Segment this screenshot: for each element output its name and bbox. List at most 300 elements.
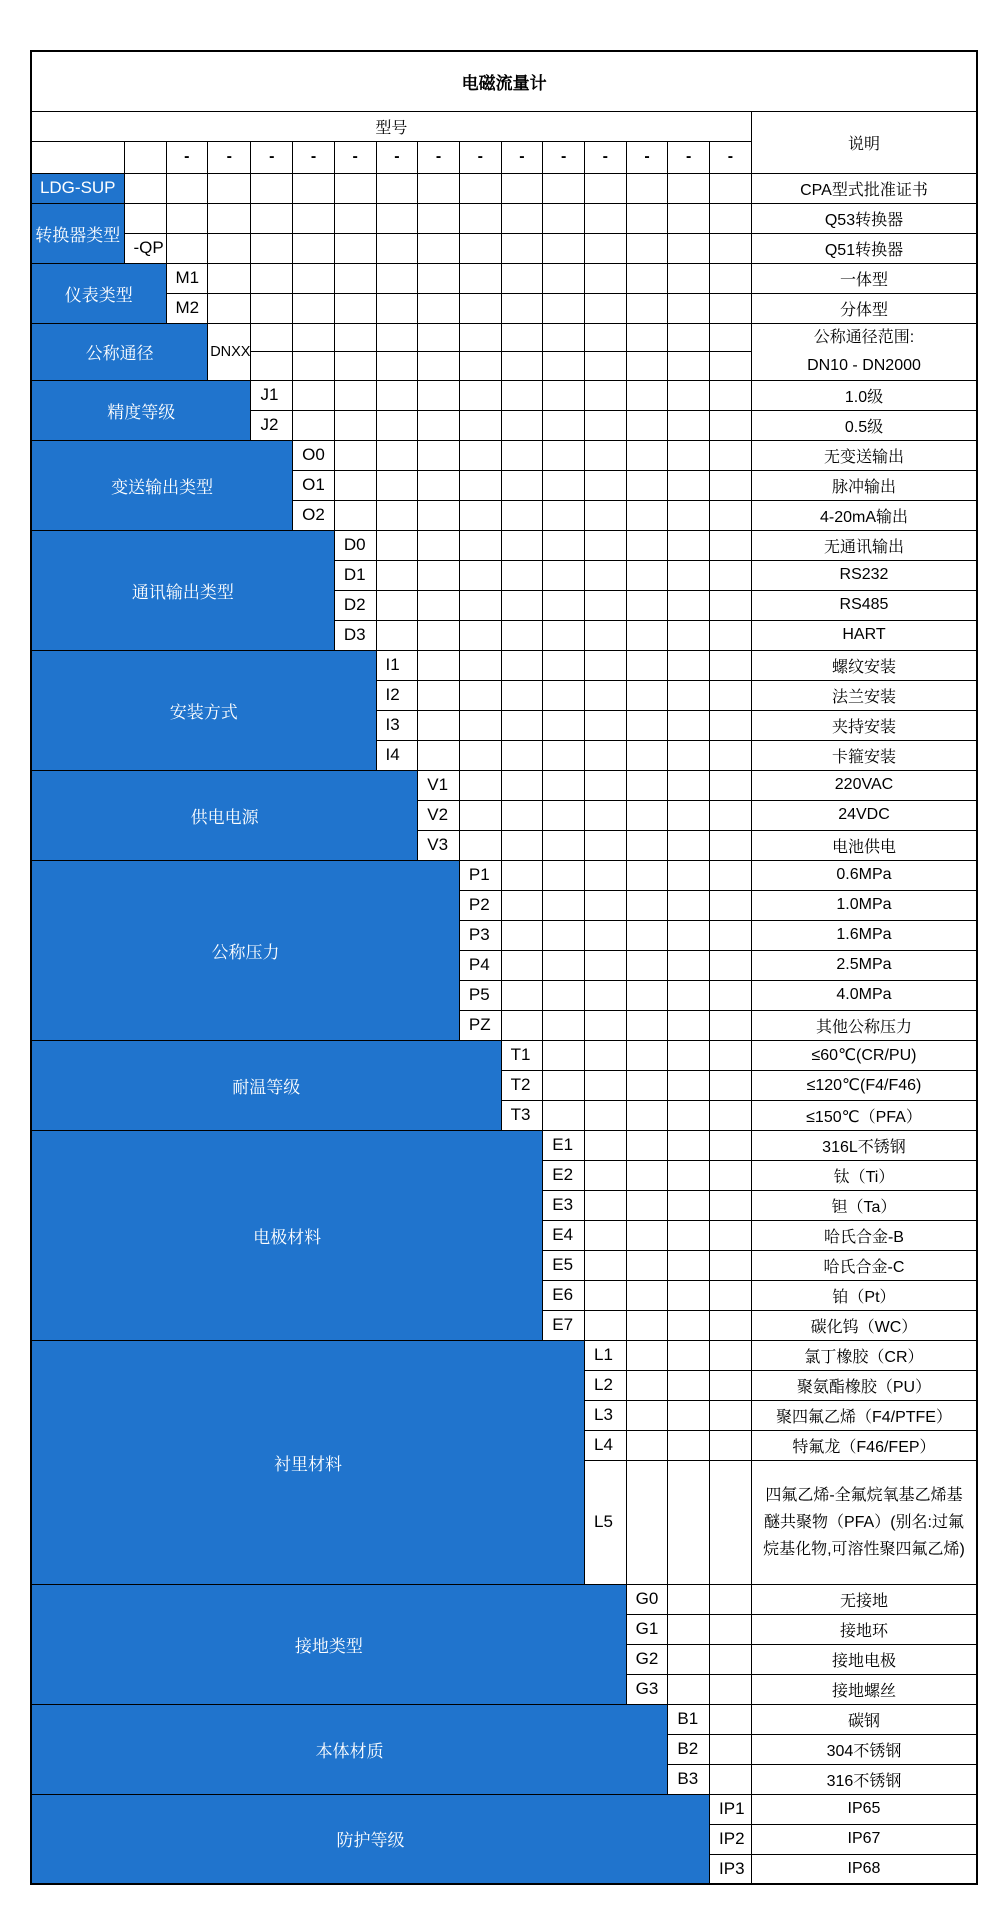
empty-cell [501,470,543,500]
empty-cell [710,800,752,830]
desc-cell: 接地电极 [751,1644,977,1674]
empty-cell [418,380,460,410]
empty-cell [418,530,460,560]
empty-cell [501,173,543,203]
code-cell: L2 [584,1370,626,1400]
empty-cell [334,352,376,381]
empty-cell [668,1250,710,1280]
empty-cell [710,1100,752,1130]
empty-cell [710,1130,752,1160]
dash-cell: - [251,141,293,173]
empty-cell [584,203,626,233]
dash-cell: - [626,141,668,173]
table-row [31,770,977,800]
empty-cell [584,352,626,381]
empty-cell [543,323,585,352]
empty-cell [501,890,543,920]
empty-cell [710,590,752,620]
empty-cell [293,410,335,440]
empty-cell [501,233,543,263]
empty-cell [584,1250,626,1280]
desc-cell: IP68 [751,1854,977,1884]
desc-cell: 316不锈钢 [751,1764,977,1794]
empty-cell [584,263,626,293]
empty-cell [418,620,460,650]
section-label: 精度等级 [31,380,251,440]
empty-cell [668,352,710,381]
desc-cell [751,323,977,380]
code-cell: D1 [334,560,376,590]
empty-cell [543,530,585,560]
empty-cell [418,680,460,710]
empty-cell [459,590,501,620]
empty-cell [543,293,585,323]
description-header: 说明 [751,111,977,173]
empty-cell [668,620,710,650]
empty-cell [626,293,668,323]
code-cell: E5 [543,1250,585,1280]
empty-cell [584,770,626,800]
dash-cell: - [543,141,585,173]
empty-cell [710,352,752,381]
empty-cell [584,1160,626,1190]
empty-cell [626,203,668,233]
desc-cell: 1.0级 [751,380,977,410]
empty-cell [668,1430,710,1460]
empty-cell [501,740,543,770]
code-cell: P2 [459,890,501,920]
empty-cell [710,1370,752,1400]
table-row [31,1040,977,1070]
empty-cell [166,173,208,203]
empty-cell [584,410,626,440]
desc-cell: 无通讯输出 [751,530,977,560]
empty-cell [626,323,668,352]
empty-cell [668,500,710,530]
empty-cell [376,203,418,233]
empty-cell [293,352,335,381]
empty-cell [668,470,710,500]
empty-cell [459,740,501,770]
empty-cell [710,293,752,323]
empty-cell [376,380,418,410]
code-cell: D2 [334,590,376,620]
desc-cell: Q51转换器 [751,233,977,263]
empty-cell [668,440,710,470]
empty-cell [668,1160,710,1190]
empty-cell [501,980,543,1010]
code-cell: O0 [293,440,335,470]
empty-cell [543,203,585,233]
empty-cell [710,950,752,980]
empty-cell [668,173,710,203]
empty-cell [334,470,376,500]
empty-cell [710,1584,752,1614]
empty-cell [501,293,543,323]
empty-cell [418,500,460,530]
empty-cell [459,233,501,263]
code-cell: T1 [501,1040,543,1070]
desc-cell: ≤150℃（PFA） [751,1100,977,1130]
empty-cell [584,530,626,560]
empty-cell [543,173,585,203]
code-cell [124,203,166,233]
empty-cell [584,1130,626,1160]
table-row [31,1340,977,1370]
empty-cell [584,710,626,740]
empty-cell [501,203,543,233]
empty-cell [584,1280,626,1310]
empty-cell [501,920,543,950]
empty-cell [710,680,752,710]
empty-cell [418,323,460,352]
empty-cell [418,440,460,470]
empty-cell [376,470,418,500]
empty-cell [293,203,335,233]
empty-cell [626,352,668,381]
desc-cell: IP65 [751,1794,977,1824]
empty-cell [584,590,626,620]
empty-cell [459,560,501,590]
empty-cell [626,263,668,293]
empty-cell [459,352,501,381]
empty-cell [710,440,752,470]
empty-cell [626,470,668,500]
empty-cell [710,650,752,680]
empty-cell [376,233,418,263]
model-header: 型号 [31,111,751,141]
empty-cell [543,1040,585,1070]
empty-cell [501,650,543,680]
section-label: LDG-SUP [31,173,124,203]
empty-cell [668,1310,710,1340]
desc-cell: 卡箍安装 [751,740,977,770]
empty-cell [710,1704,752,1734]
code-cell: P4 [459,950,501,980]
empty-cell [710,830,752,860]
model-selection-table [30,50,978,1885]
empty-cell [124,141,166,173]
desc-cell: 夹持安装 [751,710,977,740]
empty-cell [668,980,710,1010]
empty-cell [543,1010,585,1040]
empty-cell [668,740,710,770]
desc-cell: 0.5级 [751,410,977,440]
code-cell: P1 [459,860,501,890]
empty-cell [543,380,585,410]
section-label: 本体材质 [31,1704,668,1794]
empty-cell [459,530,501,560]
empty-cell [626,560,668,590]
empty-cell [584,440,626,470]
empty-cell [668,1460,710,1584]
dash-cell: - [710,141,752,173]
empty-cell [584,173,626,203]
code-cell: G0 [626,1584,668,1614]
empty-cell [626,1220,668,1250]
empty-cell [626,980,668,1010]
empty-cell [501,770,543,800]
empty-cell [166,233,208,263]
empty-cell [459,410,501,440]
empty-cell [626,1370,668,1400]
empty-cell [668,410,710,440]
empty-cell [626,1280,668,1310]
empty-cell [626,1190,668,1220]
empty-cell [418,470,460,500]
code-cell: IP1 [710,1794,752,1824]
empty-cell [418,173,460,203]
code-cell: -QP [124,233,166,263]
empty-cell [710,560,752,590]
empty-cell [668,1400,710,1430]
desc-cell: Q53转换器 [751,203,977,233]
empty-cell [334,440,376,470]
empty-cell [543,470,585,500]
table-row [31,1704,977,1734]
empty-cell [710,203,752,233]
code-cell: L1 [584,1340,626,1370]
dash-cell: - [501,141,543,173]
code-cell: E7 [543,1310,585,1340]
desc-cell: 接地螺丝 [751,1674,977,1704]
section-label: 接地类型 [31,1584,626,1704]
empty-cell [710,1010,752,1040]
empty-cell [501,800,543,830]
desc-cell: ≤60℃(CR/PU) [751,1040,977,1070]
empty-cell [584,1310,626,1340]
empty-cell [459,440,501,470]
empty-cell [418,203,460,233]
empty-cell [710,233,752,263]
empty-cell [334,293,376,323]
dash-cell: - [418,141,460,173]
empty-cell [459,380,501,410]
empty-cell [501,500,543,530]
empty-cell [626,1400,668,1430]
desc-cell: 2.5MPa [751,950,977,980]
empty-cell [668,1010,710,1040]
code-cell: I1 [376,650,418,680]
code-cell: IP2 [710,1824,752,1854]
code-cell: D3 [334,620,376,650]
empty-cell [668,1584,710,1614]
code-cell: L5 [584,1460,626,1584]
empty-cell [251,233,293,263]
empty-cell [376,560,418,590]
desc-cell: 220VAC [751,770,977,800]
empty-cell [376,352,418,381]
empty-cell [543,560,585,590]
desc-cell: 哈氏合金-B [751,1220,977,1250]
empty-cell [668,1280,710,1310]
section-label: 转换器类型 [31,203,124,263]
empty-cell [501,560,543,590]
empty-cell [710,1734,752,1764]
empty-cell [584,293,626,323]
table-row [31,111,977,141]
empty-cell [584,1040,626,1070]
empty-cell [543,740,585,770]
empty-cell [710,410,752,440]
desc-cell: RS232 [751,560,977,590]
empty-cell [543,440,585,470]
empty-cell [710,1160,752,1190]
empty-cell [584,560,626,590]
code-cell: IP3 [710,1854,752,1884]
desc-cell: 钽（Ta） [751,1190,977,1220]
empty-cell [710,173,752,203]
empty-cell [334,323,376,352]
empty-cell [459,470,501,500]
code-cell: O2 [293,500,335,530]
empty-cell [668,1674,710,1704]
empty-cell [710,980,752,1010]
table-row [31,263,977,293]
empty-cell [543,800,585,830]
empty-cell [543,352,585,381]
empty-cell [543,980,585,1010]
code-cell: V1 [418,770,460,800]
empty-cell [459,770,501,800]
empty-cell [459,323,501,352]
empty-cell [376,590,418,620]
empty-cell [334,263,376,293]
desc-cell: 4-20mA输出 [751,500,977,530]
empty-cell [251,323,293,352]
empty-cell [376,173,418,203]
empty-cell [293,293,335,323]
empty-cell [501,440,543,470]
empty-cell [376,410,418,440]
empty-cell [626,530,668,560]
empty-cell [710,890,752,920]
code-cell: E1 [543,1130,585,1160]
desc-cell: HART [751,620,977,650]
empty-cell [501,410,543,440]
empty-cell [626,590,668,620]
empty-cell [668,950,710,980]
section-label: 电极材料 [31,1130,543,1340]
empty-cell [710,470,752,500]
dash-cell: - [668,141,710,173]
empty-cell [710,1460,752,1584]
table-row [31,860,977,890]
empty-cell [668,1100,710,1130]
empty-cell [626,710,668,740]
empty-cell [668,263,710,293]
empty-cell [334,233,376,263]
empty-cell [710,1644,752,1674]
desc-cell: 碳钢 [751,1704,977,1734]
code-cell: T2 [501,1070,543,1100]
table-row [31,203,977,233]
section-label: 防护等级 [31,1794,710,1884]
code-cell: D0 [334,530,376,560]
empty-cell [710,1310,752,1340]
empty-cell [626,1130,668,1160]
empty-cell [710,1280,752,1310]
empty-cell [626,1460,668,1584]
empty-cell [584,800,626,830]
code-cell: B2 [668,1734,710,1764]
empty-cell [251,293,293,323]
empty-cell [710,920,752,950]
empty-cell [668,560,710,590]
empty-cell [251,352,293,381]
empty-cell [668,650,710,680]
empty-cell [626,1310,668,1340]
empty-cell [251,203,293,233]
desc-cell: 分体型 [751,293,977,323]
code-cell: V3 [418,830,460,860]
empty-cell [251,263,293,293]
empty-cell [501,860,543,890]
empty-cell [668,1220,710,1250]
empty-cell [584,830,626,860]
empty-cell [584,680,626,710]
section-label: 安装方式 [31,650,376,770]
empty-cell [668,203,710,233]
empty-cell [208,233,251,263]
empty-cell [710,380,752,410]
desc-cell: 特氟龙（F46/FEP） [751,1430,977,1460]
desc-cell: 无变送输出 [751,440,977,470]
empty-cell [334,500,376,530]
empty-cell [668,1644,710,1674]
empty-cell [626,740,668,770]
empty-cell [710,1400,752,1430]
section-label: 通讯输出类型 [31,530,334,650]
table-row [31,530,977,560]
empty-cell [418,740,460,770]
empty-cell [626,650,668,680]
empty-cell [626,860,668,890]
code-cell: J2 [251,410,293,440]
empty-cell [376,293,418,323]
empty-cell [668,1040,710,1070]
empty-cell [543,710,585,740]
empty-cell [376,440,418,470]
empty-cell [626,620,668,650]
dash-cell: - [376,141,418,173]
empty-cell [334,173,376,203]
empty-cell [501,830,543,860]
empty-cell [584,1010,626,1040]
dash-cell: - [293,141,335,173]
empty-cell [584,950,626,980]
desc-cell: 无接地 [751,1584,977,1614]
empty-cell [501,620,543,650]
empty-cell [334,410,376,440]
empty-cell [710,323,752,352]
empty-cell [710,1340,752,1370]
empty-cell [584,500,626,530]
code-cell: M1 [166,263,208,293]
empty-cell [626,440,668,470]
empty-cell [584,1100,626,1130]
empty-cell [543,1100,585,1130]
table-row [31,650,977,680]
empty-cell [626,680,668,710]
section-label: 耐温等级 [31,1040,501,1130]
desc-cell: CPA型式批准证书 [751,173,977,203]
desc-cell: 碳化钨（WC） [751,1310,977,1340]
empty-cell [459,680,501,710]
empty-cell [584,740,626,770]
empty-cell [501,352,543,381]
empty-cell [459,293,501,323]
